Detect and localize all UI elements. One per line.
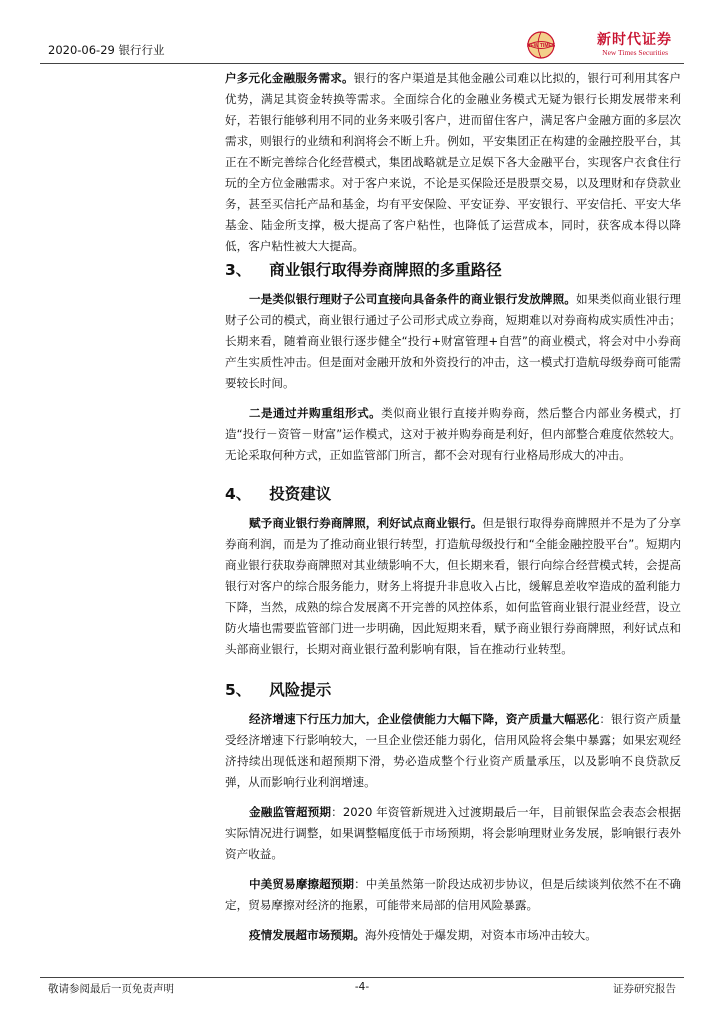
section-5-p1-text: ：银行资产质量受经济增速下行影响较大，一旦企业偿还能力弱化，信用风险将会集中暴露；如果宏观经济持续出现低迷和超预期下滑，势必造成整个行业资产质量承压，以及影响不良贷款反弹，从而影响行业利润增速。: [225, 712, 681, 789]
section-3-p1-lead: 一是类似银行理财子公司直接向具备条件的商业银行发放牌照。: [249, 292, 576, 306]
section-5-paragraph-3: [225, 874, 681, 916]
section-5-p2-text: ：2020 年资管新规进入过渡期最后一年，目前银保监会表态会根据实际情况进行调整，如果调整幅度低于市场预期，将会影响理财业务发展，影响银行表外资产收益。: [225, 805, 681, 861]
section-5-p1-lead: 经济增速下行压力加大，企业偿债能力大幅下降，资产质量大幅恶化: [249, 712, 600, 726]
section-3-paragraph-1: [225, 289, 681, 394]
svg-text:NEW TIMES: NEW TIMES: [526, 43, 556, 49]
section-5-paragraph-2: [225, 802, 681, 865]
section-5-title: 风险提示: [269, 681, 332, 699]
section-5-p4-lead: 疫情发展超市场预期。: [249, 928, 365, 942]
date-sector-label: 2020-06-29 银行行业: [48, 43, 165, 57]
section-3-paragraph-2: [225, 403, 681, 466]
section-5-paragraph-1: [225, 709, 681, 793]
section-3-p2-lead: 二是通过并购重组形式。: [249, 406, 382, 420]
section-5-number: 5、: [225, 681, 252, 699]
section-4-p1-lead: 赋予商业银行券商牌照，利好试点商业银行。: [249, 516, 483, 530]
section-5-p2-lead: 金融监管超预期: [249, 805, 332, 819]
section-3-p2-text: 类似商业银行直接并购券商，然后整合内部业务模式，打造“投行－资管－财富”运作模式，这对于被并购券商是利好，但内部整合难度依然较大。无论采取何种方式，正如监管部门所言，都不会对现有行业格局形成大的冲击。: [225, 406, 681, 462]
section-3-title: 商业银行取得券商牌照的多重路径: [269, 261, 502, 279]
section-4-heading: [225, 482, 331, 504]
logo-english-name: New Times Securities: [602, 48, 668, 57]
header-divider: [40, 63, 684, 64]
intro-paragraph: [225, 68, 681, 257]
report-type-label: 证券研究报告: [613, 983, 676, 995]
globe-logo-icon: [526, 30, 556, 60]
section-4-title: 投资建议: [269, 485, 332, 503]
logo-chinese-name: 新时代证券: [597, 32, 672, 48]
footer-divider: [40, 977, 684, 978]
section-4-number: 4、: [225, 485, 252, 503]
section-3-number: 3、: [225, 261, 252, 279]
intro-lead: 户多元化金融服务需求。: [225, 71, 354, 85]
section-3-p1-text: 如果类似商业银行理财子公司的模式，商业银行通过子公司形式成立券商，短期难以对券商构成实质性冲击；长期来看，随着商业银行逐步健全“投行+财富管理+自营”的商业模式，将会对中小券商产生实质性冲击。但是面对金融开放和外资投行的冲击，这一模式打造航母级券商可能需要较长时间。: [225, 292, 681, 390]
section-4-p1-text: 但是银行取得券商牌照并不是为了分享券商利润，而是为了推动商业银行转型，打造航母级投行和“全能金融控股平台”。短期内商业银行获取券商牌照对其业绩影响不大，但长期来看，银行向综合经营模式转，会提高银行对客户的综合服务能力，财务上将提升非息收入占比，缓解息差收窄造成的盈利能力下降，当然，成熟的综合发展离不开完善的风控体系，如何监管商业银行混业经营，设立防火墙也需要监管部门进一步明确，因此短期来看，赋予商业银行券商牌照，利好试点和头部商业银行，长期对商业银行盈利影响有限，旨在推动行业转型。: [225, 516, 681, 656]
intro-text: 银行的客户渠道是其他金融公司难以比拟的，银行可利用其客户优势，满足其资金转换等需求。全面综合化的金融业务模式无疑为银行长期发展带来利好，若银行能够利用不同的业务来吸引客户，进而留住客户，满足客户金融方面的多层次需求，则银行的业绩和利润将会不断上升。例如，平安集团正在构建的金融控股平台，其正在不断完善综合化经营模式，集团战略就是立足娱下各大金融平台，实现客户衣食住行玩的全方位金融需求。对于客户来说，不论是买保险还是股票交易，以及理财和存贷款业务，甚至买信托产品和基金，均有平安保险、平安证券、平安银行、平安信托、平安大华基金、陆金所支撑，极大提高了客户粘性，也降低了运营成本，同时，获客成本得以降低，客户粘性被大大提高。: [225, 71, 681, 253]
section-3-body: [225, 289, 681, 466]
section-5-body: [225, 709, 681, 946]
section-3-heading: [225, 258, 502, 280]
intro-block: [225, 68, 681, 257]
page-header: [40, 26, 684, 66]
page-number: -4-: [354, 981, 370, 993]
section-5-p3-lead: 中美贸易摩擦超预期: [249, 877, 355, 891]
section-5-paragraph-4: [225, 925, 681, 946]
section-5-heading: [225, 678, 331, 700]
section-4-body: [225, 513, 681, 660]
section-5-p3-text: ：中美虽然第一阶段达成初步协议，但是后续谈判依然不在不确定，贸易摩擦对经济的拖累，可能带来局部的信用风险暴露。: [225, 877, 681, 912]
company-logo: [484, 26, 674, 66]
disclaimer-note: 敬请参阅最后一页免责声明: [48, 983, 174, 995]
section-5-p4-text: 海外疫情处于爆发期，对资本市场冲击较大。: [364, 928, 597, 942]
section-4-paragraph-1: [225, 513, 681, 660]
